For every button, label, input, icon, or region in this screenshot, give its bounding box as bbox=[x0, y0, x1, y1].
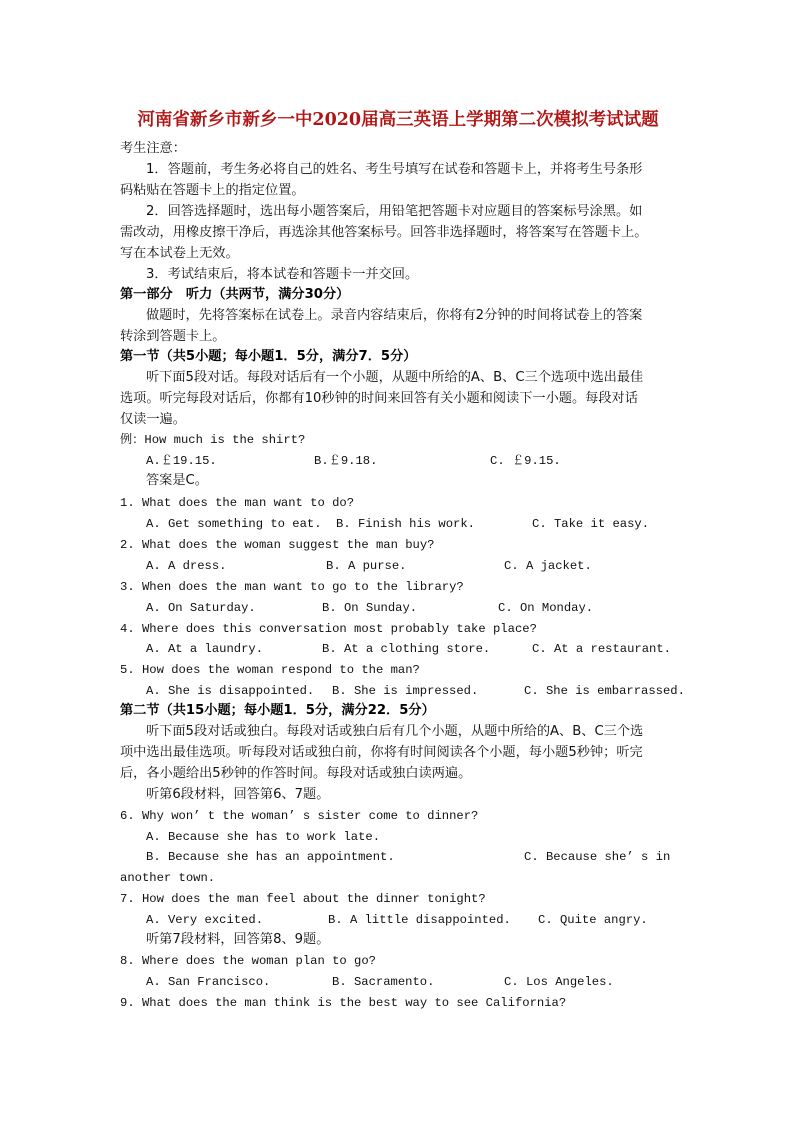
section2-intro-line-2: 项中选出最佳选项。听每段对话或独白前，你将有时间阅读各个小题，每小题5秒钟；听完 bbox=[120, 745, 643, 760]
notice-heading: 考生注意： bbox=[120, 141, 186, 156]
notice-item-2-line-1: 2．回答选择题时，选出每小题答案后，用铅笔把答题卡对应题目的答案标号涂黑。如 bbox=[146, 204, 643, 219]
question-8-option-a: A. San Francisco. bbox=[146, 975, 271, 989]
question-7-option-a: A. Very excited. bbox=[146, 913, 264, 927]
section2-intro-line-1: 听下面5段对话或独白。每段对话或独白后有几个小题，从题中所给的A、B、C三个选 bbox=[146, 724, 644, 739]
notice-item-1-line-1: 1．答题前，考生务必将自己的姓名、考生号填写在试卷和答题卡上，并将考生号条形 bbox=[146, 162, 643, 177]
question-7-option-b: B. A little disappointed. bbox=[328, 913, 511, 927]
part1-intro-line-2: 转涂到答题卡上。 bbox=[120, 329, 226, 344]
part1-intro-line-1: 做题时，先将答案标在试卷上。录音内容结束后，你将有2分钟的时间将试卷上的答案 bbox=[146, 308, 643, 323]
part1-heading: 第一部分 听力（共两节，满分30分） bbox=[120, 287, 350, 302]
question-8-option-b: B. Sacramento. bbox=[332, 975, 435, 989]
question-3-option-c: C. On Monday. bbox=[498, 601, 594, 615]
question-4-option-a: A. At a laundry. bbox=[146, 642, 264, 656]
example-answer: 答案是C。 bbox=[146, 473, 208, 488]
question-1-option-a: A. Get something to eat. bbox=[146, 517, 322, 531]
section2-heading: 第二节（共15小题；每小题1．5分，满分22．5分） bbox=[120, 703, 435, 718]
question-6-option-a: A. Because she has to work late. bbox=[146, 830, 381, 844]
question-1-option-c: C. Take it easy. bbox=[532, 517, 650, 531]
page-title: 河南省新乡市新乡一中2020届高三英语上学期第二次模拟考试试题 bbox=[137, 110, 659, 130]
notice-item-2-line-2: 需改动，用橡皮擦干净后，再选涂其他答案标号。回答非选择题时，将答案写在答题卡上。 bbox=[120, 225, 648, 240]
question-3-option-b: B. On Sunday. bbox=[322, 601, 418, 615]
question-6-option-c-line-1: C. Because she’ s in bbox=[524, 850, 671, 864]
question-5-option-a: A. She is disappointed. bbox=[146, 684, 315, 698]
material-7-label: 听第7段材料，回答第8、9题。 bbox=[146, 932, 330, 947]
question-7-option-c: C. Quite angry. bbox=[538, 913, 648, 927]
material-6-label: 听第6段材料，回答第6、7题。 bbox=[146, 787, 330, 802]
section1-intro-line-2: 选项。听完每段对话后，你都有10秒钟的时间来回答有关小题和阅读下一小题。每段对话 bbox=[120, 391, 638, 406]
example-question: 例：How much is the shirt? bbox=[120, 433, 306, 447]
example-option-b: B.￡9.18. bbox=[314, 454, 378, 468]
question-2: 2. What does the woman suggest the man buy? bbox=[120, 538, 435, 552]
question-2-option-c: C. A jacket. bbox=[504, 559, 592, 573]
example-option-a: A.￡19.15. bbox=[146, 454, 217, 468]
question-4-option-c: C. At a restaurant. bbox=[532, 642, 671, 656]
section2-intro-line-3: 后，各小题给出5秒钟的作答时间。每段对话或独白读两遍。 bbox=[120, 766, 472, 781]
question-1: 1. What does the man want to do? bbox=[120, 496, 355, 510]
question-8: 8. Where does the woman plan to go? bbox=[120, 954, 376, 968]
question-9: 9. What does the man think is the best way to see California? bbox=[120, 996, 567, 1010]
question-5: 5. How does the woman respond to the man? bbox=[120, 663, 420, 677]
question-8-option-c: C. Los Angeles. bbox=[504, 975, 614, 989]
question-5-option-c: C. She is embarrassed. bbox=[524, 684, 685, 698]
notice-item-2-line-3: 写在本试卷上无效。 bbox=[120, 246, 239, 261]
question-4: 4. Where does this conversation most probably take place? bbox=[120, 622, 537, 636]
question-2-option-b: B. A purse. bbox=[326, 559, 407, 573]
question-4-option-b: B. At a clothing store. bbox=[322, 642, 491, 656]
question-6: 6. Why won’ t the woman’ s sister come to dinner? bbox=[120, 809, 479, 823]
question-2-option-a: A. A dress. bbox=[146, 559, 227, 573]
question-1-option-b: B. Finish his work. bbox=[336, 517, 475, 531]
question-6-option-c-line-2: another town. bbox=[120, 871, 216, 885]
question-5-option-b: B. She is impressed. bbox=[332, 684, 479, 698]
question-6-option-b: B. Because she has an appointment. bbox=[146, 850, 395, 864]
notice-item-1-line-2: 码粘贴在答题卡上的指定位置。 bbox=[120, 183, 305, 198]
question-3-option-a: A. On Saturday. bbox=[146, 601, 256, 615]
question-7: 7. How does the man feel about the dinner tonight? bbox=[120, 892, 486, 906]
section1-intro-line-1: 听下面5段对话。每段对话后有一个小题，从题中所给的A、B、C三个选项中选出最佳 bbox=[146, 370, 644, 385]
question-3: 3. When does the man want to go to the library? bbox=[120, 580, 464, 594]
notice-item-3: 3．考试结束后，将本试卷和答题卡一并交回。 bbox=[146, 267, 419, 282]
section1-intro-line-3: 仅读一遍。 bbox=[120, 412, 186, 427]
example-option-c: C. ￡9.15. bbox=[490, 454, 561, 468]
section1-heading: 第一节（共5小题；每小题1．5分，满分7．5分） bbox=[120, 349, 417, 364]
